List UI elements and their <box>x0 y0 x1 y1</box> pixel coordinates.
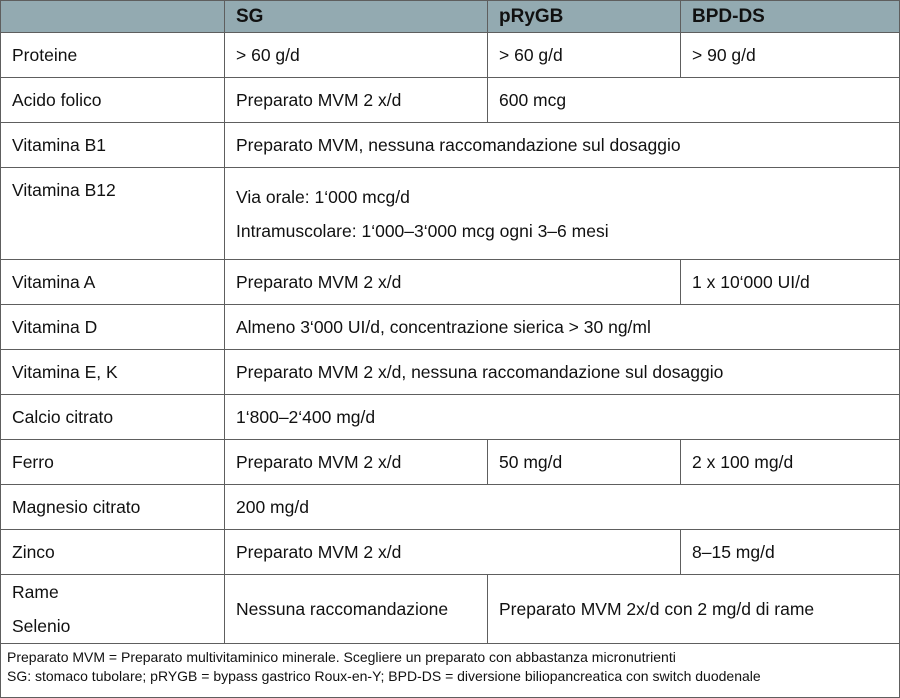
row-label: Vitamina E, K <box>1 350 225 395</box>
cell-prygb: 50 mg/d <box>488 440 681 485</box>
label-selenio: Selenio <box>12 616 71 636</box>
header-prygb: pRyGB <box>488 1 681 33</box>
cell-prygb: > 60 g/d <box>488 33 681 78</box>
row-vitamina-b1 <box>1 123 900 168</box>
row-label <box>1 575 225 644</box>
row-calcio-citrato <box>1 395 900 440</box>
cell-all: Preparato MVM, nessuna raccomandazione sul dosaggio <box>225 123 900 168</box>
header-blank <box>1 1 225 33</box>
footnote-row <box>1 644 900 698</box>
row-label: Vitamina B1 <box>1 123 225 168</box>
cell-sg-prygb: Preparato MVM 2 x/d <box>225 530 681 575</box>
cell-all: Preparato MVM 2 x/d, nessuna raccomandazione sul dosaggio <box>225 350 900 395</box>
b12-im: Intramuscolare: 1‘000–3‘000 mcg ogni 3–6 mesi <box>236 220 609 241</box>
row-label: Acido folico <box>1 78 225 123</box>
row-label: Vitamina D <box>1 305 225 350</box>
row-label: Calcio citrato <box>1 395 225 440</box>
header-bpdds: BPD-DS <box>681 1 900 33</box>
cell-bpdds: > 90 g/d <box>681 33 900 78</box>
row-vitamina-a <box>1 260 900 305</box>
cell-bpdds: 1 x 10‘000 UI/d <box>681 260 900 305</box>
cell-sg: Nessuna raccomandazione <box>225 575 488 644</box>
row-label: Ferro <box>1 440 225 485</box>
row-label: Zinco <box>1 530 225 575</box>
cell-all: Almeno 3‘000 UI/d, concentrazione sierica > 30 ng/ml <box>225 305 900 350</box>
cell-bpdds: 8–15 mg/d <box>681 530 900 575</box>
cell-all: 1‘800–2‘400 mg/d <box>225 395 900 440</box>
cell-all <box>225 168 900 260</box>
cell-bpdds: 2 x 100 mg/d <box>681 440 900 485</box>
cell-prygb-bpdds: 600 mcg <box>488 78 900 123</box>
label-rame: Rame <box>12 582 59 602</box>
b12-oral: Via orale: 1‘000 mcg/d <box>236 186 410 207</box>
row-zinco <box>1 530 900 575</box>
cell-sg: Preparato MVM 2 x/d <box>225 78 488 123</box>
row-label: Magnesio citrato <box>1 485 225 530</box>
row-ferro <box>1 440 900 485</box>
row-vitamina-ek <box>1 350 900 395</box>
row-label: Proteine <box>1 33 225 78</box>
cell-prygb-bpdds: Preparato MVM 2x/d con 2 mg/d di rame <box>488 575 900 644</box>
footnote <box>1 644 900 698</box>
row-acido-folico <box>1 78 900 123</box>
footnote-line-1: Preparato MVM = Preparato multivitaminico minerale. Scegliere un preparato con abbastanza micronutrienti <box>7 649 676 665</box>
cell-sg: Preparato MVM 2 x/d <box>225 440 488 485</box>
row-rame-selenio <box>1 575 900 644</box>
cell-all: 200 mg/d <box>225 485 900 530</box>
cell-sg: > 60 g/d <box>225 33 488 78</box>
row-vitamina-b12 <box>1 168 900 260</box>
header-sg: SG <box>225 1 488 33</box>
cell-sg-prygb: Preparato MVM 2 x/d <box>225 260 681 305</box>
row-magnesio-citrato <box>1 485 900 530</box>
footnote-line-2: SG: stomaco tubolare; pRYGB = bypass gastrico Roux-en-Y; BPD-DS = diversione biliopancreatica con switch duodenale <box>7 668 761 684</box>
row-label: Vitamina B12 <box>1 168 225 260</box>
row-vitamina-d <box>1 305 900 350</box>
header-row <box>1 1 900 33</box>
row-proteine <box>1 33 900 78</box>
row-label: Vitamina A <box>1 260 225 305</box>
